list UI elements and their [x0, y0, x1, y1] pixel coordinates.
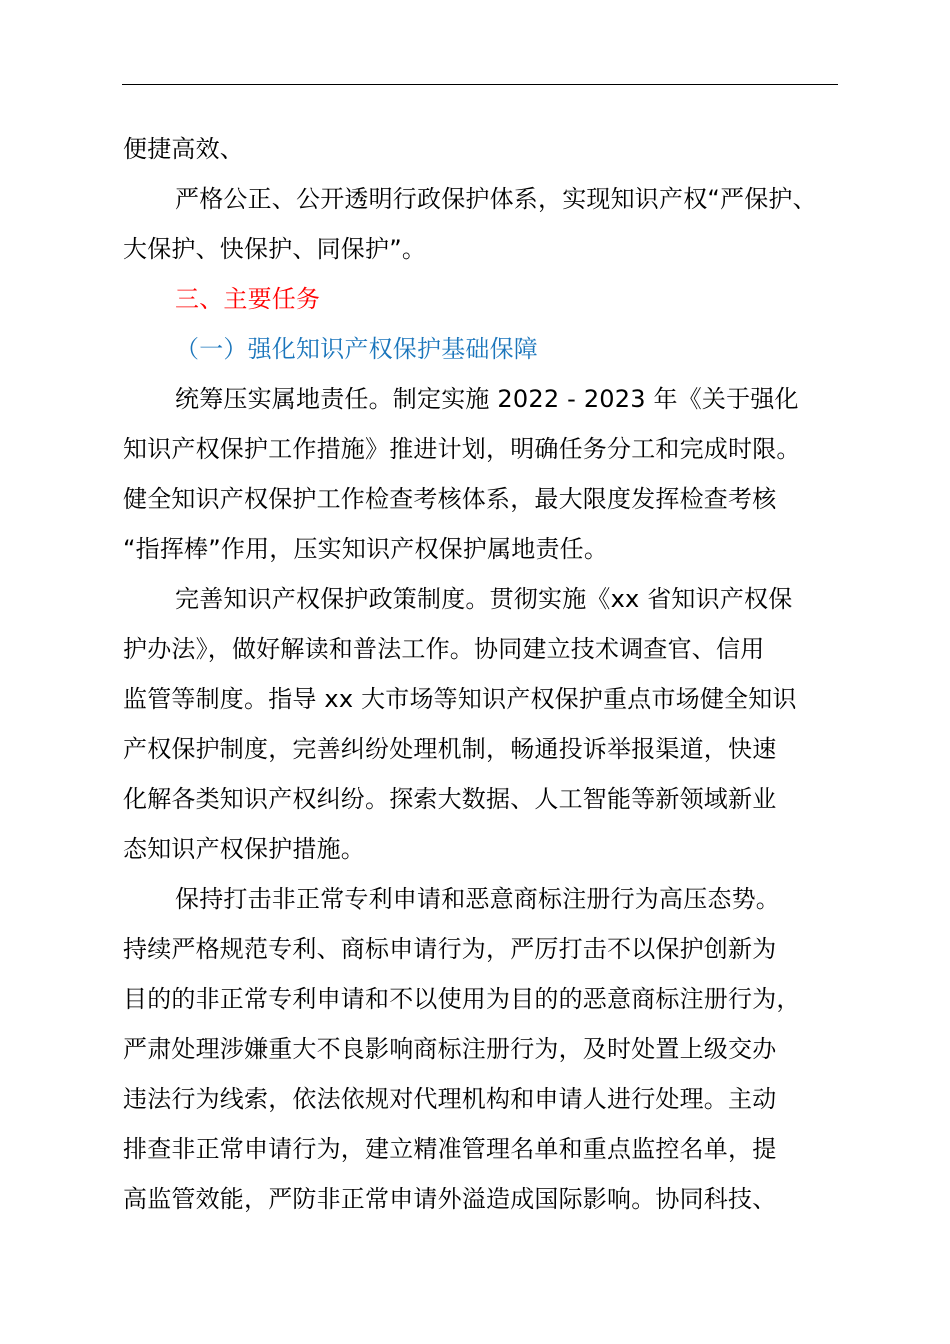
text-line: 护办法》，做好解读和普法工作。协同建立技术调查官、信用: [123, 635, 765, 663]
paragraph-first-line: 完善知识产权保护政策制度。贯彻实施《xx 省知识产权保: [175, 585, 793, 613]
text-line: 监管等制度。指导 xx 大市场等知识产权保护重点市场健全知识: [123, 685, 797, 713]
paragraph-first-line: 统筹压实属地责任。制定实施 2022 - 2023 年《关于强化: [175, 385, 799, 413]
text-line: 违法行为线索，依法依规对代理机构和申请人进行处理。主动: [123, 1085, 777, 1113]
text-line: 化解各类知识产权纠纷。探索大数据、人工智能等新领域新业: [123, 785, 777, 813]
text-line: 严肃处理涉嫌重大不良影响商标注册行为，及时处置上级交办: [123, 1035, 777, 1063]
text-line: 健全知识产权保护工作检查考核体系，最大限度发挥检查考核: [123, 485, 777, 513]
header-rule: [122, 84, 838, 85]
text-line: 产权保护制度，完善纠纷处理机制，畅通投诉举报渠道，快速: [123, 735, 777, 763]
section-heading: 三、主要任务: [175, 285, 321, 313]
text-line: 便捷高效、: [123, 135, 244, 163]
text-line: 知识产权保护工作措施》推进计划，明确任务分工和完成时限。: [123, 435, 801, 463]
paragraph-first-line: 严格公正、公开透明行政保护体系，实现知识产权“严保护、: [175, 185, 817, 213]
text-line: 高监管效能，严防非正常申请外溢造成国际影响。协同科技、: [123, 1185, 777, 1213]
subsection-heading: （一）强化知识产权保护基础保障: [175, 335, 538, 363]
text-line: “指挥棒”作用，压实知识产权保护属地责任。: [123, 535, 609, 563]
text-line: 排查非正常申请行为，建立精准管理名单和重点监控名单，提: [123, 1135, 777, 1163]
text-line: 大保护、快保护、同保护”。: [123, 235, 427, 263]
text-line: 目的的非正常专利申请和不以使用为目的的恶意商标注册行为，: [123, 985, 801, 1013]
text-line: 持续严格规范专利、商标申请行为，严厉打击不以保护创新为: [123, 935, 777, 963]
paragraph-first-line: 保持打击非正常专利申请和恶意商标注册行为高压态势。: [175, 885, 780, 913]
text-line: 态知识产权保护措施。: [123, 835, 365, 863]
